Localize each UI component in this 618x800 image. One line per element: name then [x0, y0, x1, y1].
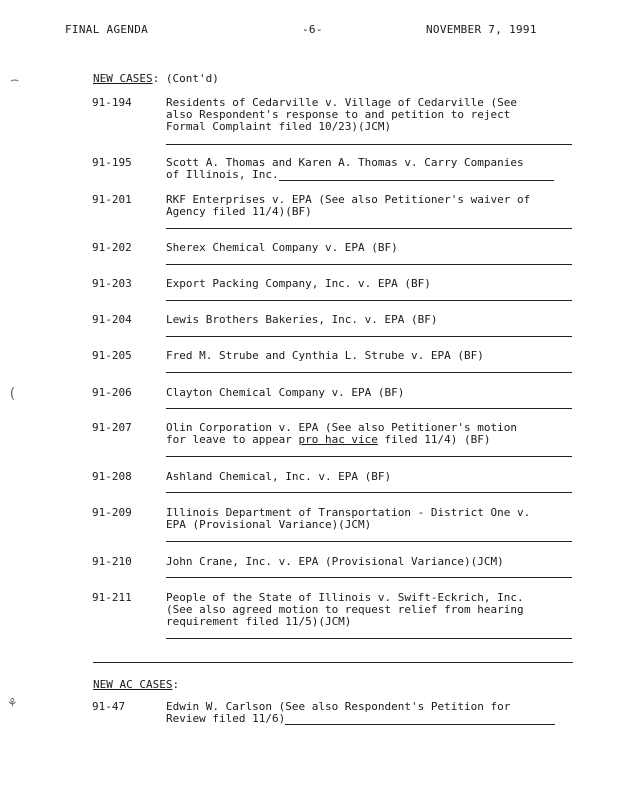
- notes-line: [166, 264, 572, 265]
- case-line: requirement filed 11/5)(JCM): [166, 615, 352, 628]
- section-divider: [93, 662, 573, 663]
- header-left-title: FINAL AGENDA: [65, 23, 149, 36]
- notes-line: [166, 456, 572, 457]
- case-description: [166, 314, 576, 326]
- notes-line: [285, 715, 555, 725]
- case-description: [166, 242, 576, 254]
- section-label: NEW CASES: [93, 72, 153, 85]
- case-description: [166, 507, 576, 531]
- case-line: Sherex Chemical Company v. EPA (BF): [166, 241, 398, 254]
- case-number: 91-47: [92, 700, 126, 713]
- case-line: also Respondent's response to and petition to reject: [166, 108, 511, 121]
- case-line-text: Review filed 11/6): [166, 712, 286, 725]
- notes-line: [166, 372, 572, 373]
- notes-line: [166, 638, 572, 639]
- case-description: [166, 157, 576, 181]
- case-line: Residents of Cedarville v. Village of Cedarville (See: [166, 96, 517, 109]
- case-line: Illinois Department of Transportation - District One v.: [166, 506, 531, 519]
- case-line: [166, 434, 576, 446]
- margin-mark-icon: ⌢: [10, 72, 20, 88]
- case-description: [166, 556, 576, 568]
- case-description: [166, 701, 576, 725]
- notes-line: [166, 408, 572, 409]
- case-number: 91-194: [92, 96, 132, 109]
- case-line: Ashland Chemical, Inc. v. EPA (BF): [166, 470, 392, 483]
- case-number: 91-204: [92, 313, 132, 326]
- case-description: [166, 387, 576, 399]
- case-line: Agency filed 11/4)(BF): [166, 205, 312, 218]
- pro-hac-vice-underlined: pro hac vice: [298, 433, 378, 446]
- case-description: [166, 194, 576, 218]
- section-heading-new-cases: [93, 73, 219, 85]
- case-description: [166, 350, 576, 362]
- case-number: 91-205: [92, 349, 132, 362]
- case-line: [166, 169, 576, 181]
- case-number: 91-195: [92, 156, 132, 169]
- case-line: Scott A. Thomas and Karen A. Thomas v. Carry Companies: [166, 156, 524, 169]
- notes-line: [166, 541, 572, 542]
- case-line: Clayton Chemical Company v. EPA (BF): [166, 386, 405, 399]
- header-page-number: -6-: [302, 23, 323, 36]
- notes-line: [166, 492, 572, 493]
- header-date: NOVEMBER 7, 1991: [426, 23, 537, 36]
- notes-line: [166, 577, 572, 578]
- notes-line: [166, 300, 572, 301]
- case-number: 91-207: [92, 421, 132, 434]
- notes-line: [166, 144, 572, 145]
- margin-mark-icon: (: [8, 386, 17, 402]
- case-number: 91-210: [92, 555, 132, 568]
- case-description: [166, 592, 576, 628]
- case-line: Olin Corporation v. EPA (See also Petitioner's motion: [166, 421, 517, 434]
- margin-mark-icon: ⚘: [8, 695, 17, 711]
- case-line-text: for leave to appear: [166, 433, 299, 446]
- case-line-text: of Illinois, Inc.: [166, 168, 279, 181]
- notes-line: [166, 228, 572, 229]
- section-suffix: : (Cont'd): [152, 72, 219, 85]
- case-line: RKF Enterprises v. EPA (See also Petitioner's waiver of: [166, 193, 531, 206]
- case-number: 91-209: [92, 506, 132, 519]
- case-number: 91-203: [92, 277, 132, 290]
- case-description: [166, 278, 576, 290]
- section-label: NEW AC CASES: [93, 678, 173, 691]
- notes-line: [279, 171, 554, 181]
- case-number: 91-208: [92, 470, 132, 483]
- case-line: EPA (Provisional Variance)(JCM): [166, 518, 372, 531]
- case-number: 91-211: [92, 591, 132, 604]
- case-line: John Crane, Inc. v. EPA (Provisional Variance)(JCM): [166, 555, 504, 568]
- case-line-text: filed 11/4) (BF): [377, 433, 491, 446]
- case-number: 91-206: [92, 386, 132, 399]
- case-line: [166, 713, 576, 725]
- case-number: 91-201: [92, 193, 132, 206]
- case-line: (See also agreed motion to request relief from hearing: [166, 603, 524, 616]
- case-line: Lewis Brothers Bakeries, Inc. v. EPA (BF): [166, 313, 438, 326]
- case-line: Export Packing Company, Inc. v. EPA (BF): [166, 277, 431, 290]
- case-description: [166, 471, 576, 483]
- notes-line: [166, 336, 572, 337]
- case-line: People of the State of Illinois v. Swift-Eckrich, Inc.: [166, 591, 524, 604]
- case-description: [166, 97, 576, 133]
- case-number: 91-202: [92, 241, 132, 254]
- case-line: Formal Complaint filed 10/23)(JCM): [166, 120, 392, 133]
- section-heading-new-ac-cases: [93, 679, 179, 691]
- section-suffix: :: [172, 678, 180, 691]
- case-line: Edwin W. Carlson (See also Respondent's Petition for: [166, 700, 511, 713]
- case-description: [166, 422, 576, 446]
- case-line: Fred M. Strube and Cynthia L. Strube v. EPA (BF): [166, 349, 484, 362]
